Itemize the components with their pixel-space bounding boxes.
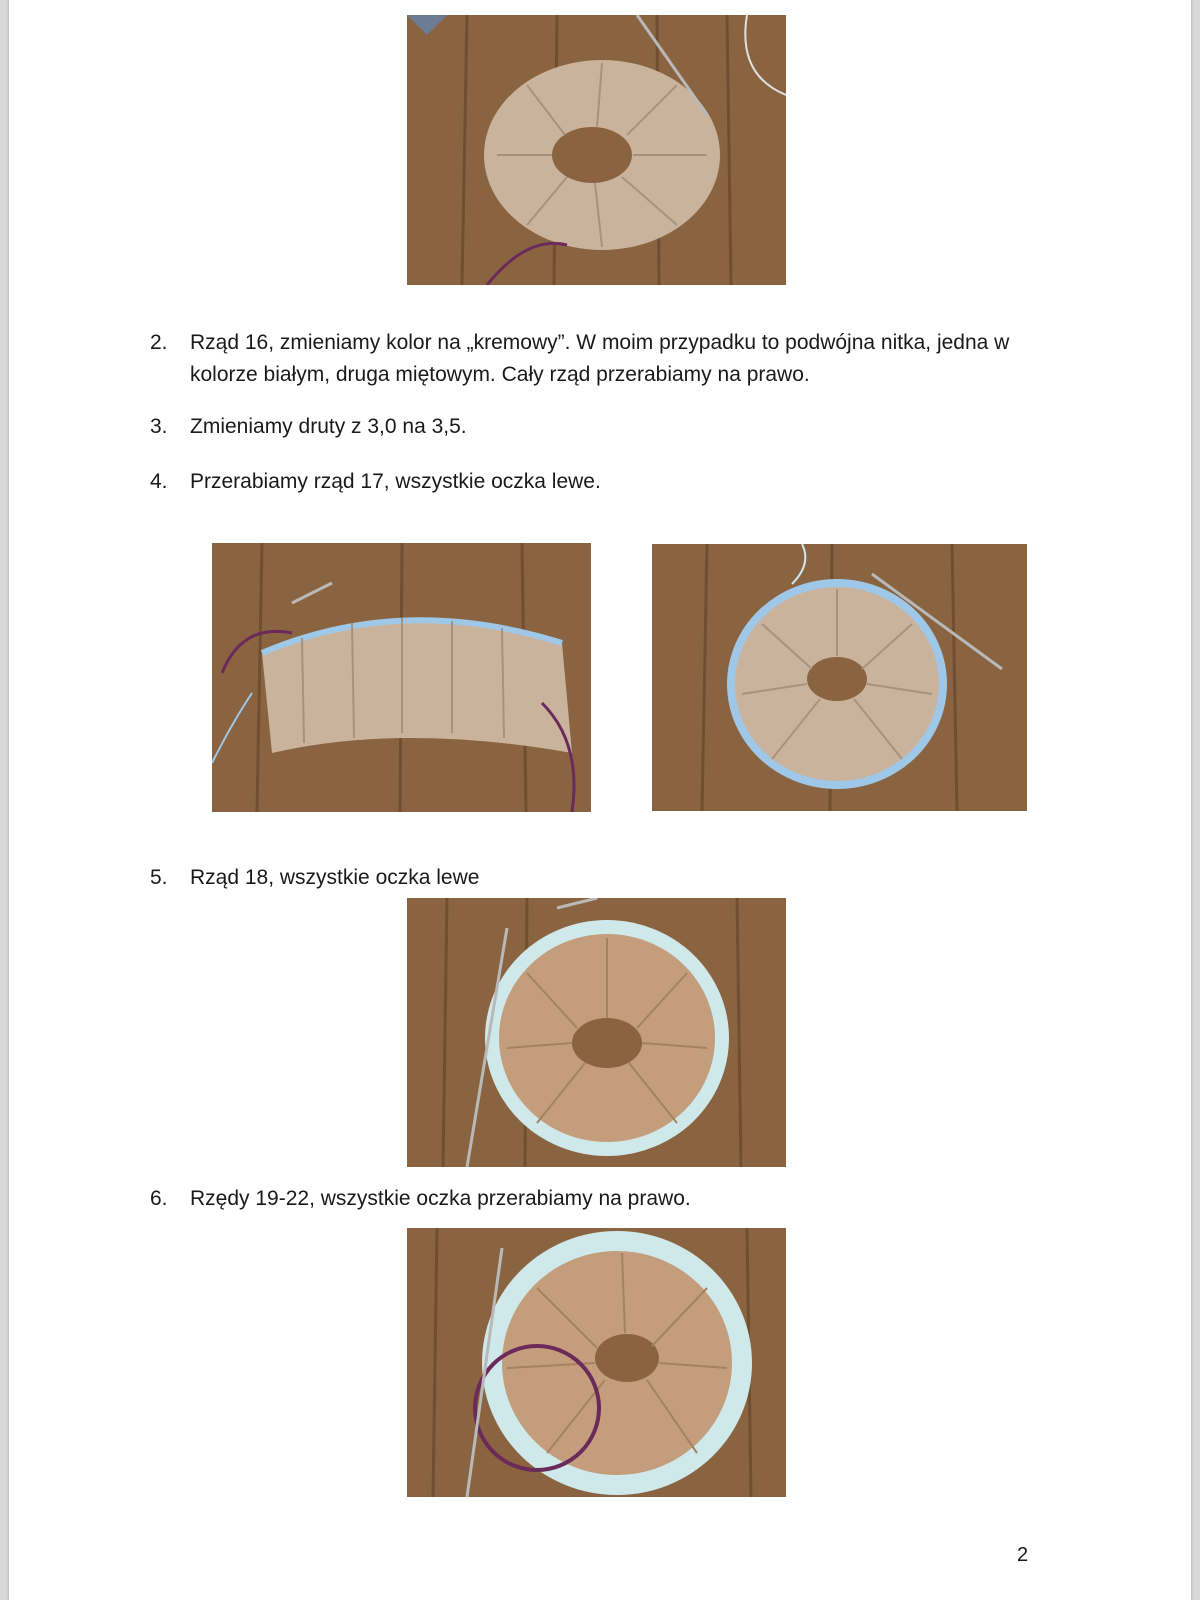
step-number: 4. [150, 470, 168, 493]
step-text: Zmieniamy druty z 3,0 na 3,5. [190, 415, 467, 438]
knitting-photo-row-17-side [212, 543, 591, 812]
knitting-photo-row-17-circle [652, 544, 1027, 811]
step-number: 3. [150, 415, 168, 438]
step-text: Rzędy 19-22, wszystkie oczka przerabiamy na prawo. [190, 1187, 691, 1210]
step-text: Rząd 16, zmieniamy kolor na „kremowy”. W moim przypadku to podwójna nitka, jedna w kolorze białym, druga miętowym. Cały rząd przerabiamy na prawo. [190, 331, 1010, 386]
document-page [9, 0, 1191, 1600]
page-number: 2 [1017, 1544, 1029, 1566]
knitting-photo-rows-19-22 [407, 1228, 786, 1497]
step-text: Przerabiamy rząd 17, wszystkie oczka lewe. [190, 470, 601, 493]
knitting-photo-ribbed-ring [407, 15, 786, 285]
step-number: 2. [150, 331, 168, 354]
step-number: 6. [150, 1187, 168, 1210]
step-text: Rząd 18, wszystkie oczka lewe [190, 866, 480, 889]
knitting-photo-row-18 [407, 898, 786, 1167]
step-number: 5. [150, 866, 168, 889]
